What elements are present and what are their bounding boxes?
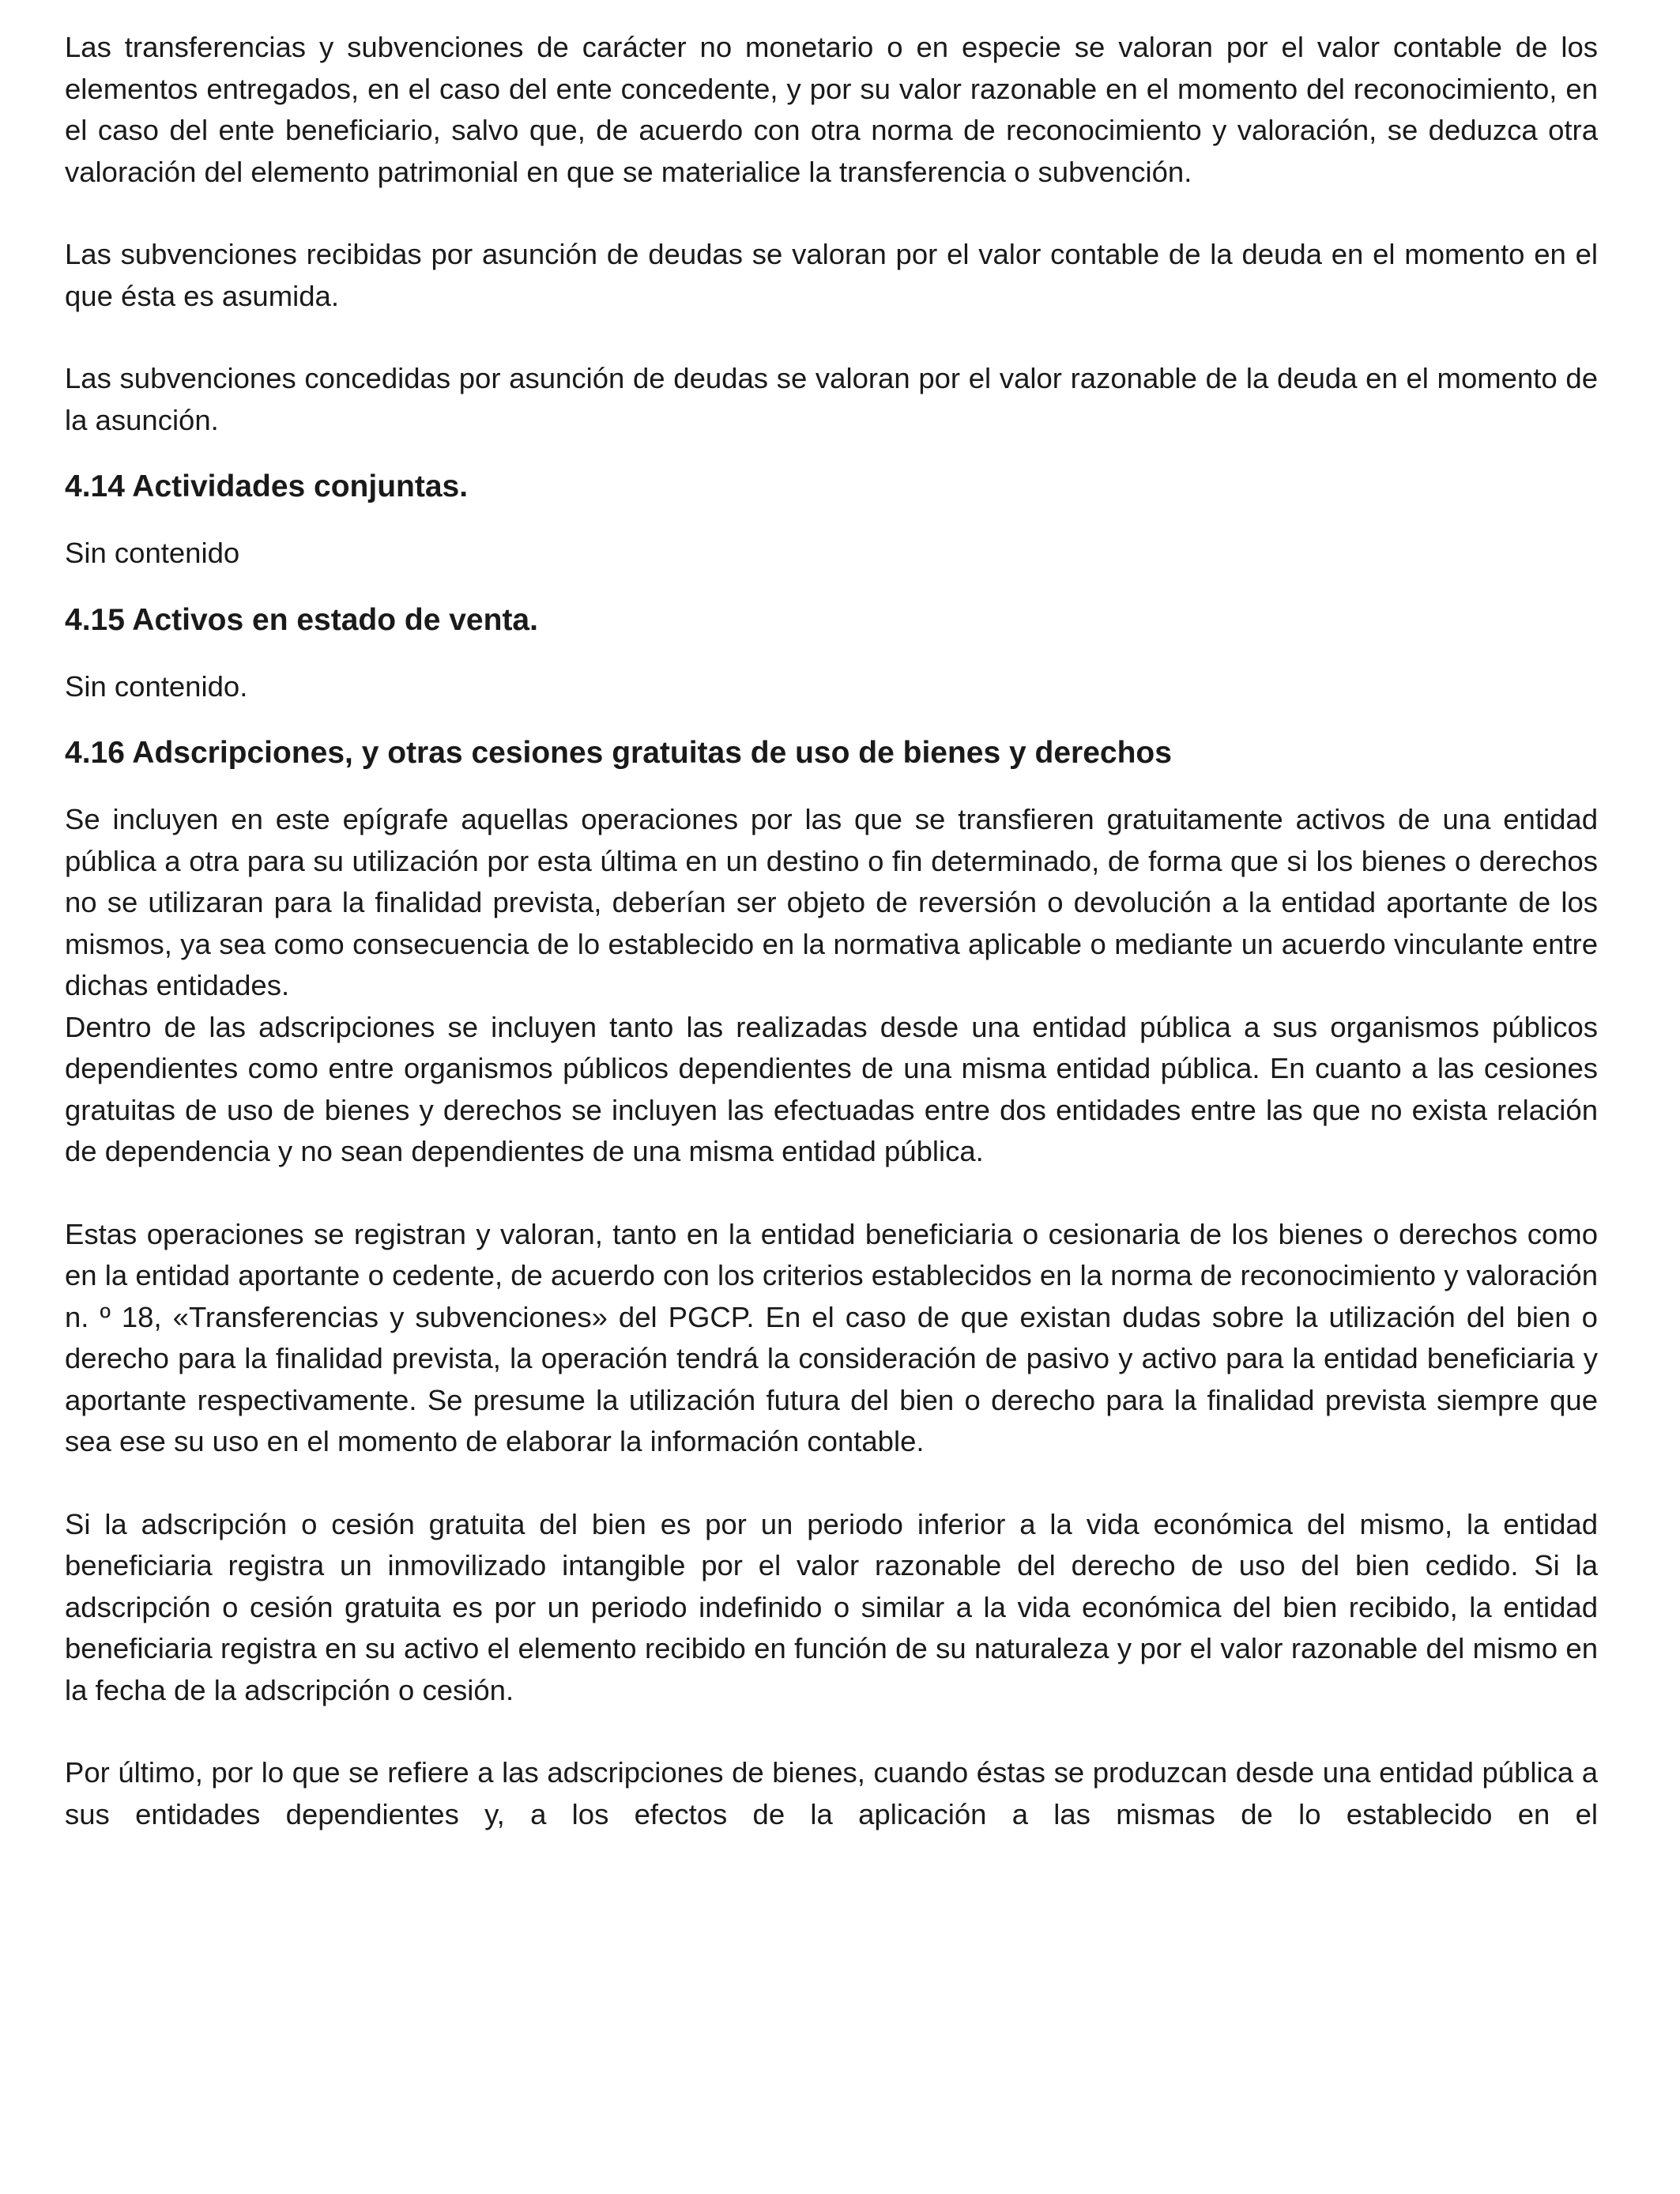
paragraph-subvenciones-concedidas: Las subvenciones concedidas por asunción de deudas se valoran por el valor razonable de la deuda en el momento de la asunción. [65, 362, 1598, 436]
paragraph-registro-valoracion: Estas operaciones se registran y valoran, tanto en la entidad beneficiaria o cesionaria de los bienes o derechos como en la entidad aportante o cedente, de acuerdo con los criterios establecidos en la norma de reconocimiento y valoración n. º 18, «Transferencias y subvenciones» del PGCP. En el caso de que existan dudas sobre la utilización del bien o derecho para la finalidad prevista, la operación tendrá la consideración de pasivo y activo para la entidad beneficiaria y aportante respectivamente. Se presume la utilización futura del bien o derecho para la finalidad prevista siempre que sea ese su uso en el momento de elaborar la información contable. [65, 1217, 1598, 1457]
section-4-14-body: Sin contenido [65, 537, 240, 569]
paragraph-subvenciones-recibidas: Las subvenciones recibidas por asunción de deudas se valoran por el valor contable de la deuda en el momento en el que ésta es asumida. [65, 238, 1598, 312]
heading-4-14: 4.14 Actividades conjuntas. [65, 469, 469, 503]
heading-4-15: 4.15 Activos en estado de venta. [65, 602, 538, 637]
paragraph-adscripciones-alcance: Dentro de las adscripciones se incluyen tanto las realizadas desde una entidad pública a sus organismos públicos dependientes como entre organismos públicos dependientes de una misma entidad pública. En cuanto a las cesiones gratuitas de uso de bienes y derechos se incluyen las efectuadas entre dos entidades entre las que no exista relación de dependencia y no sean dependientes de una misma entidad pública. [65, 1010, 1598, 1167]
paragraph-por-ultimo: Por último, por lo que se refiere a las adscripciones de bienes, cuando éstas se produzcan desde una entidad pública a sus entidades dependientes y, a los efectos de la aplicación a las mismas de lo establecido en el [65, 1756, 1598, 1830]
paragraph-transferencias-no-monetarias: Las transferencias y subvenciones de carácter no monetario o en especie se valoran por el valor contable de los elementos entregados, en el caso del ente concedente, y por su valor razonable en el momento del reconocimiento, en el caso del ente beneficiario, salvo que, de acuerdo con otra norma de reconocimiento y valoración, se deduzca otra valoración del elemento patrimonial en que se materialice la transferencia o subvención. [65, 31, 1598, 188]
paragraph-periodo-cesion: Si la adscripción o cesión gratuita del bien es por un periodo inferior a la vida económica del mismo, la entidad beneficiaria registra un inmovilizado intangible por el valor razonable del derecho de uso del bien cedido. Si la adscripción o cesión gratuita es por un periodo indefinido o similar a la vida económica del bien recibido, la entidad beneficiaria registra en su activo el elemento recibido en función de su naturaleza y por el valor razonable del mismo en la fecha de la adscripción o cesión. [65, 1507, 1598, 1706]
paragraph-epigrafe-definicion: Se incluyen en este epígrafe aquellas operaciones por las que se transfieren gratuitamente activos de una entidad pública a otra para su utilización por esta última en un destino o fin determinado, de forma que si los bienes o derechos no se utilizaran para la finalidad prevista, deberían ser objeto de reversión o devolución a la entidad aportante de los mismos, ya sea como consecuencia de lo establecido en la normativa aplicable o mediante un acuerdo vinculante entre dichas entidades. [65, 803, 1598, 1001]
section-4-15-body: Sin contenido. [65, 669, 248, 703]
heading-4-16: 4.16 Adscripciones, y otras cesiones gratuitas de uso de bienes y derechos [65, 736, 1172, 770]
document-page [65, 27, 1598, 1835]
